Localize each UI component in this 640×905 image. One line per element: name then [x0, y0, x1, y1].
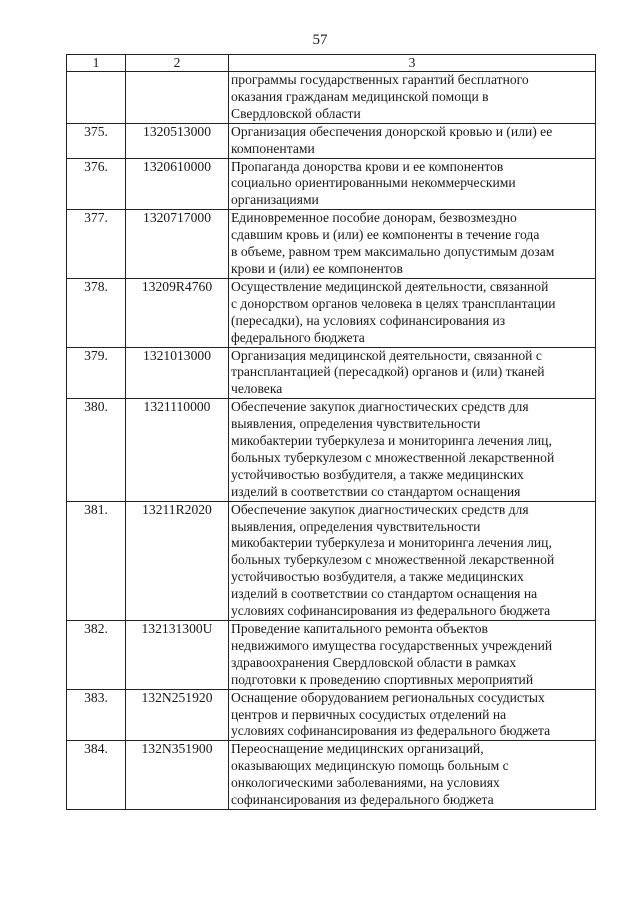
column-header-1: 1	[67, 55, 126, 72]
table-row	[67, 501, 596, 620]
description-line: Организация обеспечения донорской кровью и (или) ее	[231, 123, 553, 139]
description-line: оказания гражданам медицинской помощи в	[231, 88, 489, 104]
table-row	[67, 621, 596, 690]
expense-description	[229, 123, 596, 158]
budget-code: 132N251920	[126, 689, 229, 741]
description-line: Обеспечение закупок диагностических средств для	[231, 399, 529, 415]
description-line: социально ориентированными некоммерческими	[231, 175, 516, 191]
description-line: Оснащение оборудованием региональных сосудистых	[231, 689, 545, 705]
description-line: Единовременное пособие донорам, безвозмездно	[231, 210, 517, 226]
expense-description	[229, 158, 596, 210]
description-line: компонентами	[231, 140, 315, 156]
description-line: Организация медицинской деятельности, связанной с	[231, 347, 542, 363]
description-line: изделий в соответствии со стандартом оснащения на	[231, 586, 538, 602]
description-line: программы государственных гарантий бесплатного	[231, 72, 529, 87]
description-line: выявления, определения чувствительности	[231, 518, 481, 534]
row-number: 380.	[67, 399, 126, 501]
budget-code: 132131300U	[126, 621, 229, 690]
description-line: больных туберкулезом с множественной лекарственной	[231, 449, 555, 465]
budget-code: 1321110000	[126, 399, 229, 501]
row-number: 383.	[67, 689, 126, 741]
expense-description	[229, 210, 596, 279]
row-number: 378.	[67, 278, 126, 347]
description-line: человека	[231, 381, 283, 397]
table-row	[67, 399, 596, 501]
expense-description	[229, 689, 596, 741]
description-line: центров и первичных сосудистых отделений на	[231, 706, 507, 722]
expense-description	[229, 72, 596, 124]
description-line: Переоснащение медицинских организаций,	[231, 741, 484, 757]
description-line: (пересадки), на условиях софинансирования из	[231, 312, 506, 328]
budget-code: 1321013000	[126, 347, 229, 399]
description-line: трансплантацией (пересадкой) органов и (или) тканей	[231, 364, 545, 380]
description-line: оказывающих медицинскую помощь больным с	[231, 758, 509, 774]
table-row	[67, 347, 596, 399]
description-line: крови и (или) ее компонентов	[231, 260, 403, 276]
description-line: устойчивостью возбудителя, а также медицинских	[231, 569, 524, 585]
table-row	[67, 689, 596, 741]
description-line: больных туберкулезом с множественной лекарственной	[231, 552, 555, 568]
budget-code: 13209R4760	[126, 278, 229, 347]
row-number	[67, 72, 126, 124]
table-row	[67, 741, 596, 810]
description-line: изделий в соответствии со стандартом оснащения	[231, 483, 521, 499]
description-line: Свердловской области	[231, 105, 361, 121]
expense-description	[229, 501, 596, 620]
description-line: Обеспечение закупок диагностических средств для	[231, 501, 529, 517]
row-number: 376.	[67, 158, 126, 210]
description-line: с донорством органов человека в целях трансплантации	[231, 295, 556, 311]
table-row	[67, 210, 596, 279]
budget-code: 132N351900	[126, 741, 229, 810]
row-number: 379.	[67, 347, 126, 399]
expense-description	[229, 399, 596, 501]
table-row	[67, 123, 596, 158]
description-line: Пропаганда донорства крови и ее компонентов	[231, 158, 504, 174]
description-line: софинансирования из федерального бюджета	[231, 792, 494, 808]
row-number: 382.	[67, 621, 126, 690]
description-line: условиях софинансирования из федерального бюджета	[231, 723, 551, 739]
table-row	[67, 278, 596, 347]
expense-description	[229, 621, 596, 690]
page-number: 57	[312, 32, 328, 48]
description-line: онкологическими заболеваниями, на условиях	[231, 775, 500, 791]
column-header-3: 3	[229, 55, 596, 72]
description-line: микобактерии туберкулеза и мониторинга лечения лиц,	[231, 535, 552, 551]
description-line: федерального бюджета	[231, 329, 365, 345]
description-line: недвижимого имущества государственных учреждений	[231, 637, 553, 653]
row-number: 381.	[67, 501, 126, 620]
description-line: Осуществление медицинской деятельности, связанной	[231, 278, 549, 294]
budget-code	[126, 72, 229, 124]
description-line: Проведение капитального ремонта объектов	[231, 621, 488, 636]
table-row	[67, 158, 596, 210]
row-number: 384.	[67, 741, 126, 810]
description-line: микобактерии туберкулеза и мониторинга лечения лиц,	[231, 433, 552, 449]
description-line: выявления, определения чувствительности	[231, 416, 481, 432]
column-header-2: 2	[126, 55, 229, 72]
budget-code: 1320717000	[126, 210, 229, 279]
description-line: сдавшим кровь и (или) ее компоненты в течение года	[231, 227, 540, 243]
row-number: 375.	[67, 123, 126, 158]
budget-code: 1320610000	[126, 158, 229, 210]
table-row	[67, 72, 596, 124]
budget-code: 13211R2020	[126, 501, 229, 620]
expense-description	[229, 278, 596, 347]
description-line: условиях софинансирования из федерального бюджета	[231, 603, 551, 619]
description-line: в объеме, равном трем максимально допустимым дозам	[231, 244, 555, 260]
budget-classification-table	[66, 54, 596, 810]
description-line: устойчивостью возбудителя, а также медицинских	[231, 466, 524, 482]
budget-code: 1320513000	[126, 123, 229, 158]
description-line: подготовки к проведению спортивных мероприятий	[231, 671, 534, 687]
table-header-row	[67, 55, 596, 72]
description-line: организациями	[231, 192, 319, 208]
description-line: здравоохранения Свердловской области в рамках	[231, 654, 517, 670]
expense-description	[229, 347, 596, 399]
row-number: 377.	[67, 210, 126, 279]
expense-description	[229, 741, 596, 810]
